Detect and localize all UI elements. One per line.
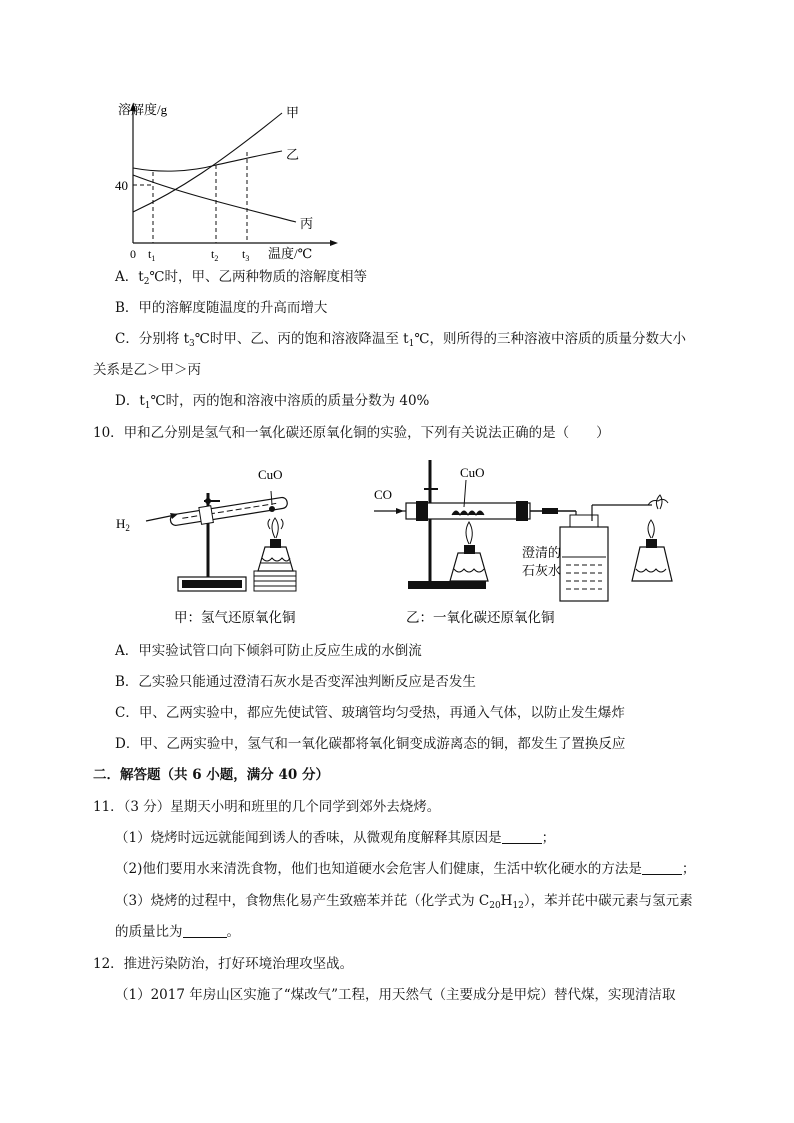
q11-stem: 11．（3 分）星期天小明和班里的几个同学到郊外去烧烤。 (93, 799, 441, 815)
curve-yi (133, 151, 282, 171)
q9-option-a: A．$t_2℃$时，甲、乙两种物质的溶解度相等 (115, 269, 368, 287)
x-axis-arrow (330, 240, 338, 246)
q9-option-b: B．甲的溶解度随温度的升高而增大 (115, 300, 328, 316)
caption-yi: 乙：一氧化碳还原氧化铜 (406, 610, 555, 626)
series-label-bing: 丙 (300, 216, 314, 231)
label-cuo-jia: CuO (258, 467, 283, 482)
label-limewater-2: 石灰水 (522, 564, 562, 579)
q9-option-d: D．$t_1℃$时，丙的饱和溶液中溶质的质量分数为 40% (115, 393, 430, 411)
reduction-apparatus-figure (112, 455, 697, 633)
q12-stem: 12．推进污染防治，打好环境治理攻坚战。 (93, 956, 354, 972)
label-cuo-yi: CuO (460, 465, 485, 480)
answer-blank[interactable] (183, 923, 227, 938)
origin-label: 0 (130, 247, 136, 261)
series-label-jia: 甲 (286, 105, 300, 120)
apparatus-jia (146, 491, 296, 591)
q10-option-b: B．乙实验只能通过澄清石灰水是否变浑浊判断反应是否发生 (115, 674, 476, 690)
q10-stem: 10．甲和乙分别是氢气和一氧化碳还原氧化铜的实验，下列有关说法正确的是（ ） (93, 425, 610, 441)
q11-part-1: （1）烧烤时远远就能闻到诱人的香味，从微观角度解释其原因是 ； (115, 830, 556, 846)
x-tick-t2: $t_2$ (211, 247, 219, 263)
answer-blank[interactable] (502, 829, 542, 844)
x-tick-t3: $t_3$ (242, 247, 250, 263)
section-heading: 二．解答题（共 6 小题，满分 40 分） (93, 767, 329, 783)
y-axis-label: 溶解度/g (118, 102, 168, 117)
solubility-chart (110, 95, 350, 265)
answer-blank[interactable] (642, 860, 682, 875)
q11-part-2: （2)他们要用水来清洗食物，他们也知道硬水会危害人们健康，生活中软化硬水的方法是 ； (115, 861, 696, 877)
curve-bing (133, 175, 296, 222)
q12-part-1: （1）2017 年房山区实施了“煤改气”工程，用天然气（主要成分是甲烷）替代煤，实现清洁取 (115, 987, 676, 1003)
label-limewater-1: 澄清的 (522, 546, 562, 561)
q9-option-c: C．分别将 $t_3℃$时甲、乙、丙的饱和溶液降温至 $t_1℃$，则所得的三种溶液中溶质的质量分数大小 (115, 331, 686, 349)
q10-option-d: D．甲、乙两实验中，氢气和一氧化碳都将氧化铜变成游离态的铜，都发生了置换反应 (115, 736, 626, 752)
q11-part-3-cont: 的质量比为 。 (115, 924, 240, 940)
curve-jia (133, 113, 282, 212)
apparatus-yi (374, 460, 672, 601)
caption-jia: 甲：氢气还原氧化铜 (174, 610, 296, 626)
x-tick-t1: $t_1$ (148, 247, 156, 263)
x-axis-label: 温度/℃ (268, 246, 313, 261)
series-label-yi: 乙 (286, 147, 300, 162)
label-h2: $H_2$ (116, 516, 130, 533)
q10-option-a: A．甲实验试管口向下倾斜可防止反应生成的水倒流 (115, 643, 422, 659)
q9-option-c-cont: 关系是乙＞甲＞丙 (93, 362, 201, 378)
label-co: CO (374, 487, 393, 502)
q11-part-3: （3）烧烤的过程中，食物焦化易产生致癌苯并芘（化学式为 $C_{20}H_{12}$），苯并芘中碳元素与氢元素 (115, 893, 693, 911)
y-tick-40: 40 (115, 178, 128, 193)
q10-option-c: C．甲、乙两实验中，都应先使试管、玻璃管均匀受热，再通入气体，以防止发生爆炸 (115, 705, 625, 721)
